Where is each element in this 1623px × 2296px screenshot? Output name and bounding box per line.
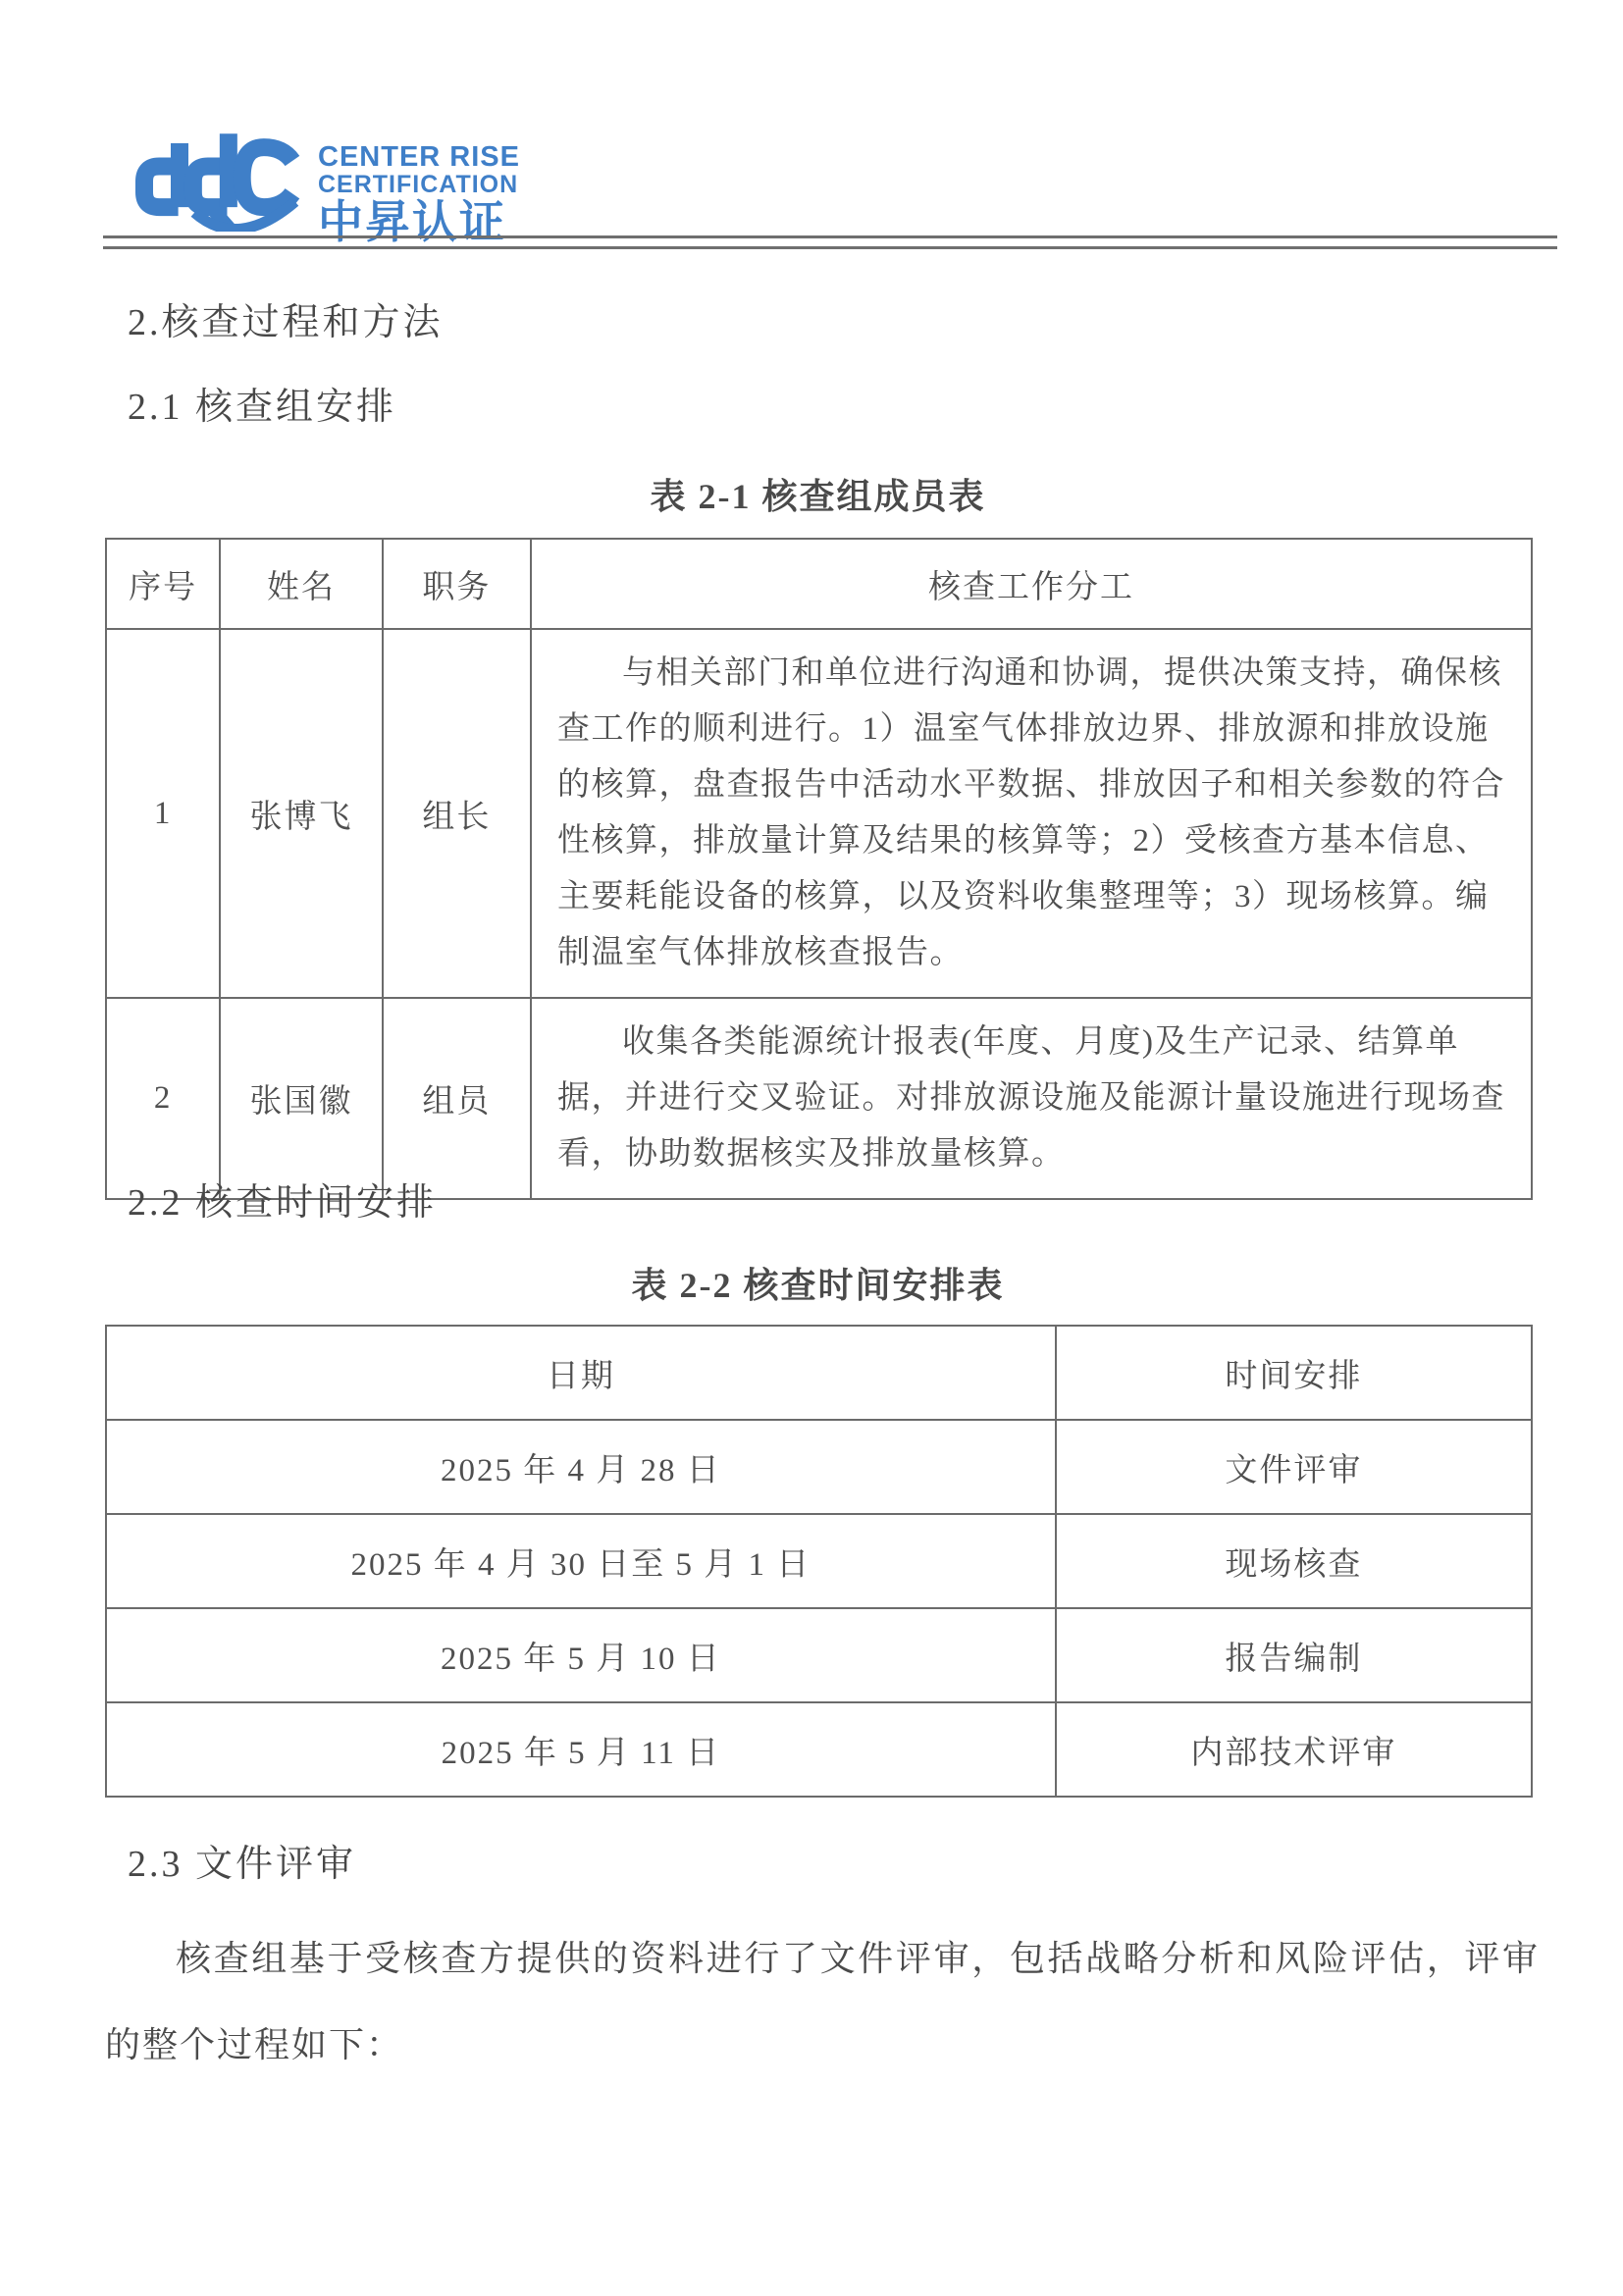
table-2-2-caption: 表 2-2 核查时间安排表 (631, 1266, 1005, 1305)
table-row (106, 1514, 1532, 1608)
col-header-no: 序号 (106, 539, 220, 629)
cell-arrangement: 现场核查 (1056, 1514, 1532, 1608)
table-header-row (106, 1326, 1532, 1420)
document-review-paragraph: 核查组基于受核查方提供的资料进行了文件评审，包括战略分析和风险评估，评审的整个过程如下： (105, 1939, 1540, 2064)
col-header-date: 日期 (106, 1326, 1056, 1420)
section-title-2-1: 2.1 核查组安排 (128, 387, 397, 428)
logo-text-block (318, 141, 520, 248)
section-title-2: 2.核查过程和方法 (128, 302, 444, 343)
cell-arrangement: 文件评审 (1056, 1420, 1532, 1514)
verification-team-table (105, 538, 1533, 1200)
logo-line-chinese: 中昇认证 (318, 196, 506, 248)
cell-date: 2025 年 5 月 10 日 (106, 1608, 1056, 1702)
cell-name: 张国徽 (220, 998, 383, 1199)
cell-role: 组长 (383, 629, 531, 998)
cell-arrangement: 内部技术评审 (1056, 1702, 1532, 1797)
table-row (106, 629, 1532, 998)
table-row (106, 1608, 1532, 1702)
logo-line-english-2: CERTIFICATION (318, 170, 519, 198)
table-header-row (106, 539, 1532, 629)
cell-arrangement: 报告编制 (1056, 1608, 1532, 1702)
cell-date: 2025 年 5 月 11 日 (106, 1702, 1056, 1797)
schedule-table (105, 1325, 1533, 1798)
col-header-name: 姓名 (220, 539, 383, 629)
company-logo (126, 126, 520, 248)
section-title-2-2: 2.2 核查时间安排 (128, 1182, 438, 1224)
table-row (106, 998, 1532, 1199)
cell-no: 1 (106, 629, 220, 998)
table-row (106, 1702, 1532, 1797)
cell-duty: 收集各类能源统计报表(年度、月度)及生产记录、结算单据，并进行交叉验证。对排放源设施及能源计量设施进行现场查看，协助数据核实及排放量核算。 (531, 998, 1532, 1199)
cell-date: 2025 年 4 月 30 日至 5 月 1 日 (106, 1514, 1056, 1608)
cell-date: 2025 年 4 月 28 日 (106, 1420, 1056, 1514)
header-divider-double-line (103, 235, 1557, 249)
cell-duty: 与相关部门和单位进行沟通和协调，提供决策支持，确保核查工作的顺利进行。1）温室气体排放边界、排放源和排放设施的核算，盘查报告中活动水平数据、排放因子和相关参数的符合性核算，排放量计算及结果的核算等；2）受核查方基本信息、主要耗能设备的核算，以及资料收集整理等；3）现场核算。编制温室气体排放核查报告。 (531, 629, 1532, 998)
section-title-2-3: 2.3 文件评审 (128, 1844, 357, 1885)
logo-line-english-1: CENTER RISE (318, 141, 520, 173)
col-header-role: 职务 (383, 539, 531, 629)
col-header-duty: 核查工作分工 (531, 539, 1532, 629)
col-header-arrangement: 时间安排 (1056, 1326, 1532, 1420)
cell-role: 组员 (383, 998, 531, 1199)
crc-monogram-icon (126, 126, 304, 232)
cell-name: 张博飞 (220, 629, 383, 998)
cell-no: 2 (106, 998, 220, 1199)
table-row (106, 1420, 1532, 1514)
table-2-1-caption: 表 2-1 核查组成员表 (650, 477, 986, 516)
